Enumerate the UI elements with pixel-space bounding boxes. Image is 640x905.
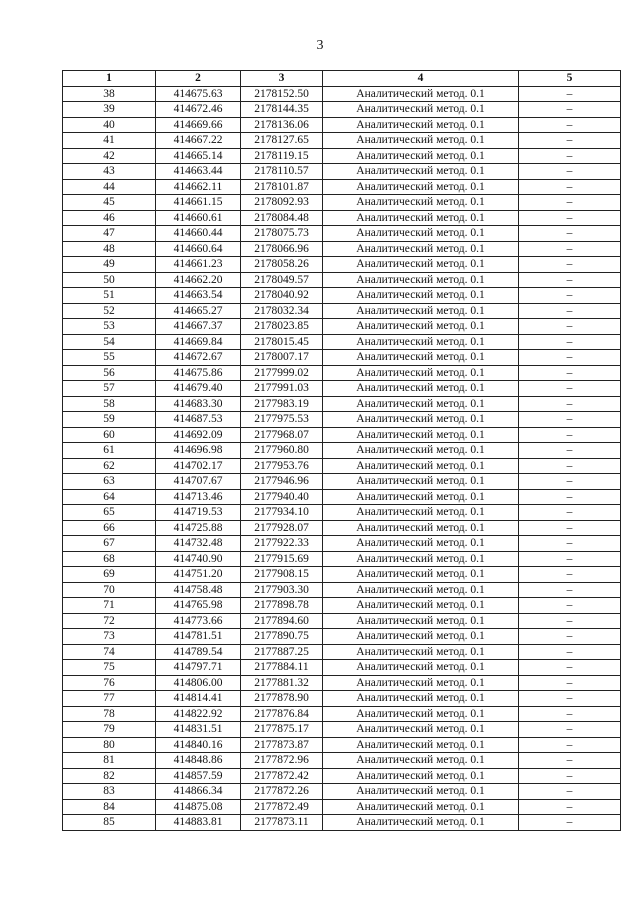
x-coordinate-cell: 414822.92: [156, 706, 241, 722]
table-body: [63, 86, 621, 830]
method-cell: Аналитический метод. 0.1: [323, 660, 519, 676]
accuracy-cell: –: [519, 334, 621, 350]
accuracy-cell: –: [519, 288, 621, 304]
point-number-cell: 64: [63, 489, 156, 505]
table-row: [63, 443, 621, 459]
table-row: [63, 164, 621, 180]
table-row: [63, 272, 621, 288]
method-cell: Аналитический метод. 0.1: [323, 381, 519, 397]
x-coordinate-cell: 414663.54: [156, 288, 241, 304]
table-row: [63, 784, 621, 800]
point-number-cell: 50: [63, 272, 156, 288]
y-coordinate-cell: 2178032.34: [241, 303, 323, 319]
accuracy-cell: –: [519, 598, 621, 614]
point-number-cell: 42: [63, 148, 156, 164]
table-row: [63, 815, 621, 831]
point-number-cell: 80: [63, 737, 156, 753]
point-number-cell: 68: [63, 551, 156, 567]
accuracy-cell: –: [519, 551, 621, 567]
point-number-cell: 85: [63, 815, 156, 831]
y-coordinate-cell: 2177898.78: [241, 598, 323, 614]
column-header-2: 2: [156, 71, 241, 87]
accuracy-cell: –: [519, 737, 621, 753]
x-coordinate-cell: 414663.44: [156, 164, 241, 180]
point-number-cell: 82: [63, 768, 156, 784]
table-row: [63, 458, 621, 474]
point-number-cell: 45: [63, 195, 156, 211]
method-cell: Аналитический метод. 0.1: [323, 179, 519, 195]
method-cell: Аналитический метод. 0.1: [323, 505, 519, 521]
table-row: [63, 210, 621, 226]
method-cell: Аналитический метод. 0.1: [323, 241, 519, 257]
table-row: [63, 148, 621, 164]
x-coordinate-cell: 414669.84: [156, 334, 241, 350]
x-coordinate-cell: 414713.46: [156, 489, 241, 505]
point-number-cell: 81: [63, 753, 156, 769]
method-cell: Аналитический метод. 0.1: [323, 784, 519, 800]
table-row: [63, 86, 621, 102]
x-coordinate-cell: 414732.48: [156, 536, 241, 552]
y-coordinate-cell: 2178110.57: [241, 164, 323, 180]
accuracy-cell: –: [519, 644, 621, 660]
accuracy-cell: –: [519, 722, 621, 738]
x-coordinate-cell: 414662.20: [156, 272, 241, 288]
y-coordinate-cell: 2178075.73: [241, 226, 323, 242]
table-row: [63, 598, 621, 614]
accuracy-cell: –: [519, 474, 621, 490]
x-coordinate-cell: 414773.66: [156, 613, 241, 629]
method-cell: Аналитический метод. 0.1: [323, 210, 519, 226]
x-coordinate-cell: 414667.22: [156, 133, 241, 149]
point-number-cell: 72: [63, 613, 156, 629]
coordinates-table: [62, 70, 621, 831]
x-coordinate-cell: 414751.20: [156, 567, 241, 583]
y-coordinate-cell: 2177872.42: [241, 768, 323, 784]
point-number-cell: 60: [63, 427, 156, 443]
method-cell: Аналитический метод. 0.1: [323, 582, 519, 598]
y-coordinate-cell: 2178023.85: [241, 319, 323, 335]
table-row: [63, 195, 621, 211]
accuracy-cell: –: [519, 117, 621, 133]
accuracy-cell: –: [519, 102, 621, 118]
x-coordinate-cell: 414661.23: [156, 257, 241, 273]
table-row: [63, 102, 621, 118]
y-coordinate-cell: 2177903.30: [241, 582, 323, 598]
y-coordinate-cell: 2178144.35: [241, 102, 323, 118]
y-coordinate-cell: 2178049.57: [241, 272, 323, 288]
table-row: [63, 489, 621, 505]
method-cell: Аналитический метод. 0.1: [323, 815, 519, 831]
y-coordinate-cell: 2177872.49: [241, 799, 323, 815]
x-coordinate-cell: 414831.51: [156, 722, 241, 738]
x-coordinate-cell: 414683.30: [156, 396, 241, 412]
point-number-cell: 67: [63, 536, 156, 552]
table-row: [63, 629, 621, 645]
x-coordinate-cell: 414660.61: [156, 210, 241, 226]
point-number-cell: 56: [63, 365, 156, 381]
point-number-cell: 57: [63, 381, 156, 397]
table-row: [63, 117, 621, 133]
table-row: [63, 427, 621, 443]
method-cell: Аналитический метод. 0.1: [323, 443, 519, 459]
method-cell: Аналитический метод. 0.1: [323, 737, 519, 753]
point-number-cell: 55: [63, 350, 156, 366]
x-coordinate-cell: 414672.67: [156, 350, 241, 366]
y-coordinate-cell: 2177940.40: [241, 489, 323, 505]
table-row: [63, 722, 621, 738]
page-number: 3: [316, 38, 324, 53]
y-coordinate-cell: 2177915.69: [241, 551, 323, 567]
table-row: [63, 303, 621, 319]
y-coordinate-cell: 2177934.10: [241, 505, 323, 521]
table-row: [63, 350, 621, 366]
method-cell: Аналитический метод. 0.1: [323, 768, 519, 784]
table-row: [63, 179, 621, 195]
point-number-cell: 69: [63, 567, 156, 583]
method-cell: Аналитический метод. 0.1: [323, 272, 519, 288]
method-cell: Аналитический метод. 0.1: [323, 350, 519, 366]
y-coordinate-cell: 2177922.33: [241, 536, 323, 552]
y-coordinate-cell: 2178136.06: [241, 117, 323, 133]
method-cell: Аналитический метод. 0.1: [323, 117, 519, 133]
method-cell: Аналитический метод. 0.1: [323, 567, 519, 583]
y-coordinate-cell: 2177872.96: [241, 753, 323, 769]
y-coordinate-cell: 2177890.75: [241, 629, 323, 645]
x-coordinate-cell: 414660.64: [156, 241, 241, 257]
x-coordinate-cell: 414883.81: [156, 815, 241, 831]
method-cell: Аналитический метод. 0.1: [323, 365, 519, 381]
point-number-cell: 65: [63, 505, 156, 521]
y-coordinate-cell: 2177991.03: [241, 381, 323, 397]
table-row: [63, 691, 621, 707]
accuracy-cell: –: [519, 660, 621, 676]
y-coordinate-cell: 2178092.93: [241, 195, 323, 211]
accuracy-cell: –: [519, 133, 621, 149]
x-coordinate-cell: 414719.53: [156, 505, 241, 521]
point-number-cell: 83: [63, 784, 156, 800]
method-cell: Аналитический метод. 0.1: [323, 675, 519, 691]
x-coordinate-cell: 414797.71: [156, 660, 241, 676]
point-number-cell: 40: [63, 117, 156, 133]
point-number-cell: 74: [63, 644, 156, 660]
point-number-cell: 54: [63, 334, 156, 350]
y-coordinate-cell: 2177983.19: [241, 396, 323, 412]
x-coordinate-cell: 414840.16: [156, 737, 241, 753]
x-coordinate-cell: 414669.66: [156, 117, 241, 133]
y-coordinate-cell: 2177968.07: [241, 427, 323, 443]
table-row: [63, 613, 621, 629]
point-number-cell: 43: [63, 164, 156, 180]
x-coordinate-cell: 414660.44: [156, 226, 241, 242]
y-coordinate-cell: 2178066.96: [241, 241, 323, 257]
point-number-cell: 38: [63, 86, 156, 102]
x-coordinate-cell: 414675.63: [156, 86, 241, 102]
accuracy-cell: –: [519, 412, 621, 428]
x-coordinate-cell: 414848.86: [156, 753, 241, 769]
x-coordinate-cell: 414789.54: [156, 644, 241, 660]
x-coordinate-cell: 414814.41: [156, 691, 241, 707]
method-cell: Аналитический метод. 0.1: [323, 691, 519, 707]
point-number-cell: 77: [63, 691, 156, 707]
y-coordinate-cell: 2177946.96: [241, 474, 323, 490]
x-coordinate-cell: 414740.90: [156, 551, 241, 567]
y-coordinate-cell: 2178101.87: [241, 179, 323, 195]
method-cell: Аналитический метод. 0.1: [323, 102, 519, 118]
method-cell: Аналитический метод. 0.1: [323, 598, 519, 614]
table-row: [63, 412, 621, 428]
y-coordinate-cell: 2177960.80: [241, 443, 323, 459]
column-header-4: 4: [323, 71, 519, 87]
method-cell: Аналитический метод. 0.1: [323, 551, 519, 567]
accuracy-cell: –: [519, 350, 621, 366]
x-coordinate-cell: 414781.51: [156, 629, 241, 645]
accuracy-cell: –: [519, 226, 621, 242]
y-coordinate-cell: 2177908.15: [241, 567, 323, 583]
point-number-cell: 79: [63, 722, 156, 738]
method-cell: Аналитический метод. 0.1: [323, 799, 519, 815]
method-cell: Аналитический метод. 0.1: [323, 489, 519, 505]
accuracy-cell: –: [519, 489, 621, 505]
y-coordinate-cell: 2177894.60: [241, 613, 323, 629]
y-coordinate-cell: 2177873.87: [241, 737, 323, 753]
accuracy-cell: –: [519, 257, 621, 273]
accuracy-cell: –: [519, 179, 621, 195]
point-number-cell: 75: [63, 660, 156, 676]
method-cell: Аналитический метод. 0.1: [323, 520, 519, 536]
table-row: [63, 737, 621, 753]
point-number-cell: 53: [63, 319, 156, 335]
accuracy-cell: –: [519, 505, 621, 521]
method-cell: Аналитический метод. 0.1: [323, 288, 519, 304]
table-row: [63, 660, 621, 676]
y-coordinate-cell: 2177999.02: [241, 365, 323, 381]
method-cell: Аналитический метод. 0.1: [323, 613, 519, 629]
method-cell: Аналитический метод. 0.1: [323, 722, 519, 738]
x-coordinate-cell: 414758.48: [156, 582, 241, 598]
y-coordinate-cell: 2177975.53: [241, 412, 323, 428]
y-coordinate-cell: 2177881.32: [241, 675, 323, 691]
y-coordinate-cell: 2178127.65: [241, 133, 323, 149]
point-number-cell: 47: [63, 226, 156, 242]
method-cell: Аналитический метод. 0.1: [323, 334, 519, 350]
accuracy-cell: –: [519, 629, 621, 645]
method-cell: Аналитический метод. 0.1: [323, 195, 519, 211]
y-coordinate-cell: 2178152.50: [241, 86, 323, 102]
point-number-cell: 62: [63, 458, 156, 474]
table-row: [63, 520, 621, 536]
accuracy-cell: –: [519, 365, 621, 381]
accuracy-cell: –: [519, 784, 621, 800]
method-cell: Аналитический метод. 0.1: [323, 396, 519, 412]
method-cell: Аналитический метод. 0.1: [323, 257, 519, 273]
accuracy-cell: –: [519, 303, 621, 319]
table-row: [63, 365, 621, 381]
point-number-cell: 59: [63, 412, 156, 428]
x-coordinate-cell: 414702.17: [156, 458, 241, 474]
accuracy-cell: –: [519, 520, 621, 536]
x-coordinate-cell: 414665.27: [156, 303, 241, 319]
table-row: [63, 675, 621, 691]
table-row: [63, 536, 621, 552]
y-coordinate-cell: 2178015.45: [241, 334, 323, 350]
column-header-3: 3: [241, 71, 323, 87]
point-number-cell: 70: [63, 582, 156, 598]
table-row: [63, 706, 621, 722]
x-coordinate-cell: 414707.67: [156, 474, 241, 490]
method-cell: Аналитический метод. 0.1: [323, 427, 519, 443]
accuracy-cell: –: [519, 768, 621, 784]
point-number-cell: 84: [63, 799, 156, 815]
method-cell: Аналитический метод. 0.1: [323, 706, 519, 722]
accuracy-cell: –: [519, 86, 621, 102]
y-coordinate-cell: 2178084.48: [241, 210, 323, 226]
y-coordinate-cell: 2177875.17: [241, 722, 323, 738]
x-coordinate-cell: 414675.86: [156, 365, 241, 381]
accuracy-cell: –: [519, 613, 621, 629]
method-cell: Аналитический метод. 0.1: [323, 474, 519, 490]
y-coordinate-cell: 2177887.25: [241, 644, 323, 660]
point-number-cell: 39: [63, 102, 156, 118]
method-cell: Аналитический метод. 0.1: [323, 536, 519, 552]
accuracy-cell: –: [519, 195, 621, 211]
method-cell: Аналитический метод. 0.1: [323, 458, 519, 474]
point-number-cell: 66: [63, 520, 156, 536]
accuracy-cell: –: [519, 396, 621, 412]
y-coordinate-cell: 2177953.76: [241, 458, 323, 474]
method-cell: Аналитический метод. 0.1: [323, 148, 519, 164]
accuracy-cell: –: [519, 706, 621, 722]
accuracy-cell: –: [519, 272, 621, 288]
method-cell: Аналитический метод. 0.1: [323, 753, 519, 769]
accuracy-cell: –: [519, 427, 621, 443]
column-header-1: 1: [63, 71, 156, 87]
accuracy-cell: –: [519, 458, 621, 474]
accuracy-cell: –: [519, 675, 621, 691]
table-row: [63, 381, 621, 397]
table-row: [63, 567, 621, 583]
y-coordinate-cell: 2177878.90: [241, 691, 323, 707]
point-number-cell: 61: [63, 443, 156, 459]
x-coordinate-cell: 414857.59: [156, 768, 241, 784]
method-cell: Аналитический метод. 0.1: [323, 412, 519, 428]
x-coordinate-cell: 414692.09: [156, 427, 241, 443]
point-number-cell: 71: [63, 598, 156, 614]
column-header-5: 5: [519, 71, 621, 87]
y-coordinate-cell: 2177884.11: [241, 660, 323, 676]
table-row: [63, 396, 621, 412]
table-row: [63, 768, 621, 784]
point-number-cell: 63: [63, 474, 156, 490]
x-coordinate-cell: 414765.98: [156, 598, 241, 614]
method-cell: Аналитический метод. 0.1: [323, 164, 519, 180]
x-coordinate-cell: 414679.40: [156, 381, 241, 397]
point-number-cell: 76: [63, 675, 156, 691]
table-row: [63, 133, 621, 149]
x-coordinate-cell: 414665.14: [156, 148, 241, 164]
point-number-cell: 73: [63, 629, 156, 645]
table-row: [63, 551, 621, 567]
y-coordinate-cell: 2177873.11: [241, 815, 323, 831]
x-coordinate-cell: 414725.88: [156, 520, 241, 536]
method-cell: Аналитический метод. 0.1: [323, 319, 519, 335]
method-cell: Аналитический метод. 0.1: [323, 86, 519, 102]
accuracy-cell: –: [519, 536, 621, 552]
table-row: [63, 644, 621, 660]
accuracy-cell: –: [519, 815, 621, 831]
x-coordinate-cell: 414696.98: [156, 443, 241, 459]
accuracy-cell: –: [519, 164, 621, 180]
method-cell: Аналитический метод. 0.1: [323, 629, 519, 645]
accuracy-cell: –: [519, 210, 621, 226]
x-coordinate-cell: 414875.08: [156, 799, 241, 815]
x-coordinate-cell: 414687.53: [156, 412, 241, 428]
x-coordinate-cell: 414806.00: [156, 675, 241, 691]
x-coordinate-cell: 414672.46: [156, 102, 241, 118]
point-number-cell: 41: [63, 133, 156, 149]
point-number-cell: 46: [63, 210, 156, 226]
table-row: [63, 319, 621, 335]
table-row: [63, 582, 621, 598]
accuracy-cell: –: [519, 241, 621, 257]
x-coordinate-cell: 414866.34: [156, 784, 241, 800]
accuracy-cell: –: [519, 582, 621, 598]
method-cell: Аналитический метод. 0.1: [323, 644, 519, 660]
table-header-row: [63, 71, 621, 87]
accuracy-cell: –: [519, 691, 621, 707]
point-number-cell: 58: [63, 396, 156, 412]
y-coordinate-cell: 2177928.07: [241, 520, 323, 536]
point-number-cell: 48: [63, 241, 156, 257]
table-row: [63, 799, 621, 815]
table-row: [63, 334, 621, 350]
table-row: [63, 505, 621, 521]
table-row: [63, 288, 621, 304]
point-number-cell: 49: [63, 257, 156, 273]
accuracy-cell: –: [519, 443, 621, 459]
x-coordinate-cell: 414661.15: [156, 195, 241, 211]
y-coordinate-cell: 2178058.26: [241, 257, 323, 273]
y-coordinate-cell: 2178040.92: [241, 288, 323, 304]
table-row: [63, 241, 621, 257]
table-row: [63, 753, 621, 769]
accuracy-cell: –: [519, 567, 621, 583]
accuracy-cell: –: [519, 319, 621, 335]
table-row: [63, 226, 621, 242]
table-row: [63, 474, 621, 490]
accuracy-cell: –: [519, 753, 621, 769]
point-number-cell: 44: [63, 179, 156, 195]
method-cell: Аналитический метод. 0.1: [323, 226, 519, 242]
y-coordinate-cell: 2177872.26: [241, 784, 323, 800]
accuracy-cell: –: [519, 381, 621, 397]
point-number-cell: 52: [63, 303, 156, 319]
accuracy-cell: –: [519, 148, 621, 164]
accuracy-cell: –: [519, 799, 621, 815]
point-number-cell: 78: [63, 706, 156, 722]
method-cell: Аналитический метод. 0.1: [323, 133, 519, 149]
point-number-cell: 51: [63, 288, 156, 304]
x-coordinate-cell: 414667.37: [156, 319, 241, 335]
table-row: [63, 257, 621, 273]
method-cell: Аналитический метод. 0.1: [323, 303, 519, 319]
y-coordinate-cell: 2177876.84: [241, 706, 323, 722]
x-coordinate-cell: 414662.11: [156, 179, 241, 195]
y-coordinate-cell: 2178119.15: [241, 148, 323, 164]
y-coordinate-cell: 2178007.17: [241, 350, 323, 366]
